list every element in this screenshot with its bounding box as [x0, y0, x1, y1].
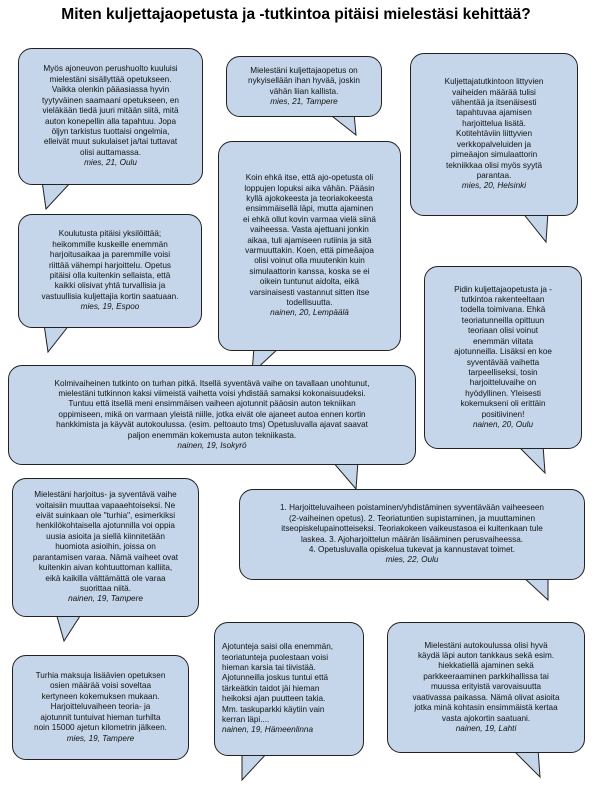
speech-tail: [520, 578, 560, 606]
quote-bubble-9: [239, 489, 585, 580]
quote-text: Kolmivaiheinen tutkinto on turhan pitkä. Itsellä syventävä vaihe on tavallaan unohtunut, mielestäni tutkinnon kaksi viimeistä vaihetta voisi yhdistää samaksi kokonaisuudeksi. Tuntuu että itsellä meni ensimmäisen vaiheen ajotunnit pääosin auton tekniikan oppimiseen, mikä on varmaan yleistä niille, jotka eivät ole ajaneet autoa ennen kortin hankkimista ja käyvät autokoulussa. (esim. peltoauto tms) Opetusluvalla ajavat saavat paljon enemmän kokemusta auton tekniikasta.: [54, 378, 370, 440]
quote-signature: mies, 21, Tampere: [270, 96, 338, 106]
quote-bubble-4: [218, 141, 401, 351]
quote-bubble-6: [424, 266, 582, 449]
quote-text: Ajotunteja saisi olla enemmän, teoriatunteja puolestaan voisi hieman karsia tai tiivistää. Ajotunneilla joskus tuntui että tärkeätkin taidot jäi hieman heikoksi ajan puutteen takia. Mm. taskuparkki käytiin vain kerran läpi....: [222, 642, 334, 725]
quote-signature: nainen, 19, Isokyrö: [177, 441, 247, 451]
quote-bubble-8: [12, 478, 199, 617]
quote-signature: mies, 19, Espoo: [80, 302, 140, 312]
quote-bubble-11: [214, 622, 364, 756]
speech-tail: [40, 326, 80, 356]
quote-signature: nainen, 19, Lahti: [455, 723, 517, 733]
quote-text: Koulutusta pitäisi yksilöittää; heikommille kuskeille enemmän harjoitusaikaa ja paremmille voisi riittää vähempi harjoittelu. Opetus pitäisi olla kuitenkin sellaista, että kaikki olisivat yhtä turvallisia ja vastuullisia kuljettajia kortin saatuaan.: [41, 229, 179, 301]
quote-signature: nainen, 19, Hämeenlinna: [222, 725, 314, 735]
quote-bubble-5: [18, 214, 202, 328]
quote-text: Mielestäni autokoulussa olisi hyvä käydä läpi auton tankkaus sekä esim. hiekkatiellä ajaminen sekä parkkeeraaminen parkkihallissa tai muussa erityistä varovaisuutta vaativassa paikassa. Nämä olivat asioita jotka minä kohtasin ensimmäistä kertaa vasta ajokortin saatuani.: [412, 640, 560, 723]
speech-tail: [40, 183, 80, 213]
quote-signature: mies, 22, Oulu: [385, 555, 439, 565]
quote-text: Kuljettajatutkintoon littyvien vaiheiden määrää tulisi vähentää ja itsenäisesti tapahtuvaa ajamisen harjoittelua lisätä. Kotitehtäviin liittyvien verkkopalveluiden ja pimeäajon simulaattorin tekniikkaa olisi myös syytä parantaa.: [444, 77, 544, 180]
speech-tail: [520, 214, 560, 249]
quote-bubble-3: [410, 53, 578, 216]
page-title: Miten kuljettajaopetusta ja -tutkintoa pitäisi mielestäsi kehittää?: [61, 6, 531, 23]
quote-signature: mies, 19, Tampere: [66, 733, 135, 743]
quote-text: Koin ehkä itse, että ajo-opetusta oli loppujen lopuksi aika vähän. Pääsin kyllä ajokokeesta ja teoriakokeesta ensimmäisellä läpi, mutta ajaminen ei ehkä ollut kovin varmaa vielä siinä vaiheessa. Vasta ajettuani jonkin aikaa, tuli ajamiseen rutiinia ja sitä varmuuttakin. Koen, että pimeäajoa olisi voinut olla muutenkin kuin simulaattorin kanssa, koska se ei oikein tuntunut aidolta, eikä varsinaisesti vastannut sitten itse todellisuutta.: [243, 173, 376, 308]
quote-bubble-7: [8, 365, 416, 465]
speech-tail: [238, 754, 278, 784]
quote-text: Mielestäni harjoitus- ja syventävä vaihe voitaisiin muuttaa vapaaehtoiseksi. Ne eivät suinkaan ole "turhia", esimerkiksi henkilökohtaisella ajotunnilla voi oppia uusia asioita ja siellä kiinnitetään huomiota asioihin, joissa on parantamisen varaa. Nämä vaiheet ovat kuitenkin aivan kohtuuttoman kalliita, eikä kaikilla välttämättä ole varaa suorittaa niitä.: [32, 490, 179, 593]
quote-text: Pidin kuljettajaopetusta ja - tutkintoa rakenteeltaan todella toimivana. Ehkä teoriatunneilla opittuun teoriaan olisi voinut enemmän viitata ajotunneilla. Lisäksi en koe syventävää vaihetta tarpeelliseksi, tosin harjoitteluvaihe on hyödyllinen. Yleisesti kokemukseni oli erittäin positiivinen!: [454, 284, 552, 419]
speech-tail: [324, 115, 364, 140]
speech-tail: [510, 751, 550, 781]
quote-text: 1. Harjoitteluvaiheen poistaminen/yhdistäminen syventävään vaiheeseen (2-vaiheinen opetus). 2. Teoriatuntien supistaminen, ja muuttaminen itseopiskelupainotteiseksi. Teoriakokeen vaikeustasoa ei kuitenkaan tule laskea. 3. Ajoharjoittelun määrän lisääminen perusvaiheessa. 4. Opetusluvalla opiskelua tukevat ja kannustavat toimet.: [280, 503, 544, 554]
quote-signature: mies, 20, Helsinki: [461, 181, 527, 191]
quote-text: Myös ajoneuvon perushuolto kuuluisi mielestäni sisällyttää opetukseen. Vaikka olenkin pääasiassa hyvin tyytyväinen saamaani opetukseen, en vieläkään tiedä juuri mitään siitä, mitä auton konepellin alla tapahtuu. Jopa öljyn tarkistus tuottaisi ongelmia, elleivät muut sukulaiset ja/tai tuttavat olisi auttamassa.: [41, 64, 179, 157]
quote-signature: nainen, 20, Lempäälä: [270, 308, 349, 318]
speech-tail: [52, 615, 92, 645]
quote-bubble-2: [226, 56, 382, 117]
quote-signature: nainen, 19, Tampere: [68, 594, 143, 604]
quote-signature: mies, 21, Oulu: [84, 158, 137, 168]
quote-text: Mielestäni kuljettajaopetus on nykyisellään ihan hyvää, joskin vähän liian kallista.: [248, 65, 360, 96]
quote-signature: nainen, 20, Oulu: [472, 419, 534, 429]
quote-bubble-1: [18, 48, 203, 185]
speech-tail: [515, 447, 555, 477]
quote-bubble-10: [12, 655, 189, 760]
quote-bubble-12: [387, 622, 585, 753]
quote-text: Turhia maksuja lisäävien opetuksen osien määrää voisi soveltaa kertyneen kokemuksen mukaan. Harjoitteluvaiheen teoria- ja ajotunnit tuntuivat hieman turhilta noin 15000 ajetun kilometrin jälkeen.: [34, 671, 167, 733]
